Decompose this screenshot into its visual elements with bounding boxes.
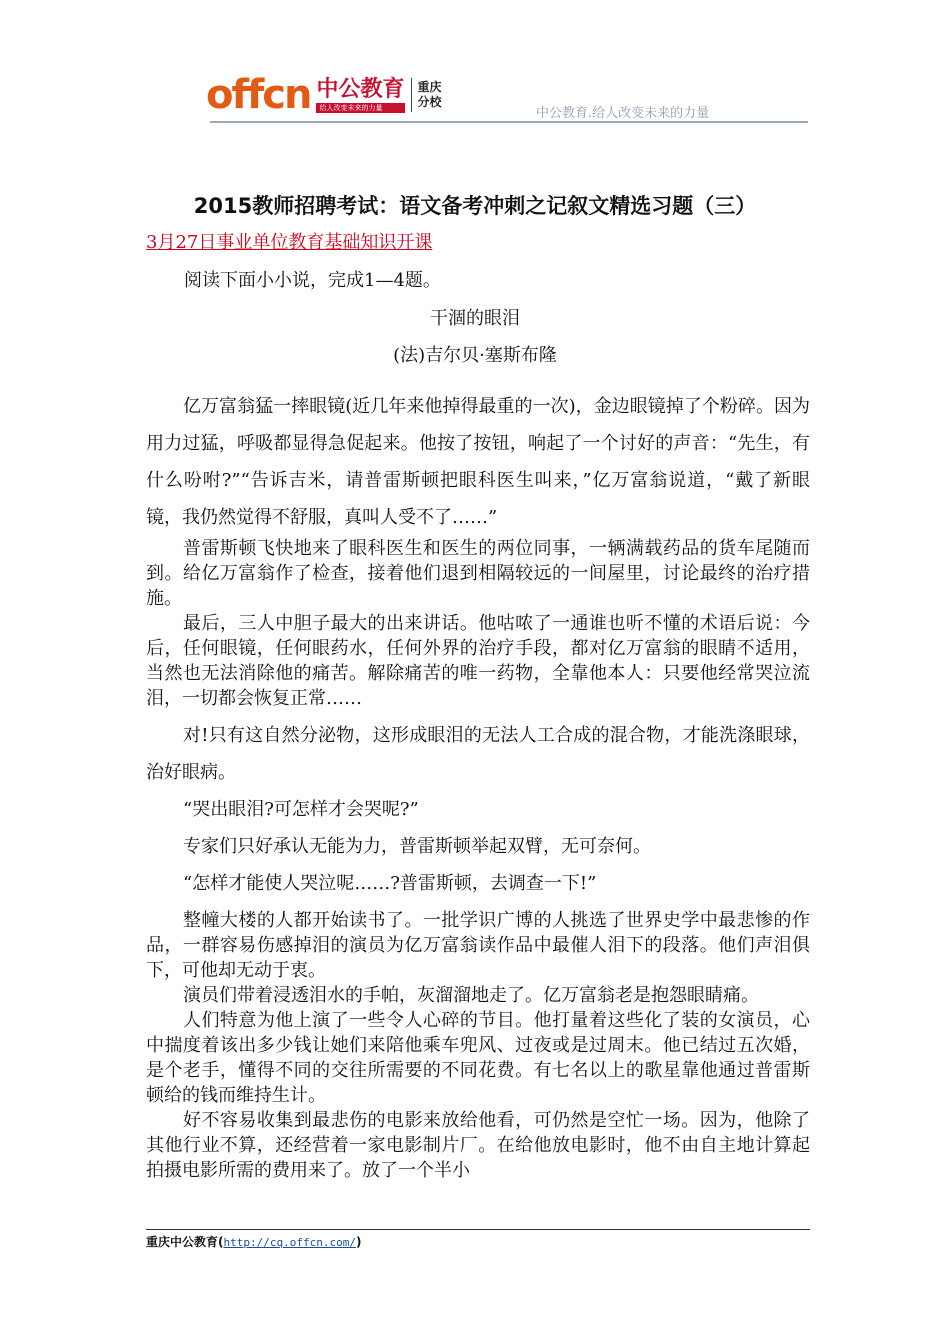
paragraph: 普雷斯顿飞快地来了眼科医生和医生的两位同事，一辆满载药品的货车尾随而到。给亿万富翁作了检查，接着他们退到相隔较远的一间屋里，讨论最终的治疗措施。: [146, 538, 810, 609]
paragraph: “怎样才能使人哭泣呢……?普雷斯顿，去调查一下!”: [183, 873, 597, 894]
logo-wordmark: offcn: [206, 72, 311, 118]
paragraph: 演员们带着浸透泪水的手帕，灰溜溜地走了。亿万富翁老是抱怨眼睛痛。: [183, 985, 759, 1006]
course-link[interactable]: 3月27日事业单位教育基础知识开课: [146, 232, 433, 253]
paragraph: 亿万富翁猛一摔眼镜(近几年来他掉得最重的一次)，金边眼镜掉了个粉碎。因为用力过猛，呼吸都显得急促起来。他按了按钮，响起了一个讨好的声音：“先生，有什么吩咐?”“告诉吉米，请普雷斯顿把眼科医生叫来，”亿万富翁说道，“戴了新眼镜，我仍然觉得不舒服，真叫人受不了……”: [146, 396, 810, 528]
paragraph: 专家们只好承认无能为力，普雷斯顿举起双臂，无可奈何。: [183, 836, 651, 857]
logo-tagline: 给人改变未来的力量: [316, 103, 404, 113]
paragraph: 整幢大楼的人都开始读书了。一批学识广博的人挑选了世界史学中最悲惨的作品，一群容易伤感掉泪的演员为亿万富翁读作品中最催人泪下的段落。他们声泪俱下，可他却无动于衷。: [146, 910, 810, 981]
footer-link[interactable]: http://cq.offcn.com/: [223, 1236, 356, 1249]
footer-label: 重庆中公教育(: [146, 1235, 224, 1249]
paragraph: “哭出眼泪?可怎样才会哭呢?”: [183, 799, 419, 820]
paragraph: 人们特意为他上演了一些令人心碎的节目。他打量着这些化了装的女演员，心中揣度着该出多少钱让她们来陪他乘车兜风、过夜或是过周末。他已结过五次婚，是个老手，懂得不同的交往所需要的不同花费。有七名以上的歌星靠他通过普雷斯顿给的钱而维持生计。: [146, 1010, 810, 1106]
page-header: [0, 0, 950, 130]
story-body: [146, 388, 810, 1183]
paragraph: 好不容易收集到最悲伤的电影来放给他看，可仍然是空忙一场。因为，他除了其他行业不算，还经营着一家电影制片厂。在给他放电影时，他不由自主地计算起拍摄电影所需的费用来了。放了一个半小: [146, 1110, 810, 1181]
paragraph: 最后，三人中胆子最大的出来讲话。他咕哝了一通谁也听不懂的术语后说：今后，任何眼镜，任何眼药水，任何外界的治疗手段，都对亿万富翁的眼睛不适用，当然也无法消除他的痛苦。解除痛苦的唯一药物，全靠他本人：只要他经常哭泣流泪，一切都会恢复正常……: [146, 613, 810, 709]
logo-branch: 重庆分校: [417, 80, 442, 109]
paragraph: 对!只有这自然分泌物，这形成眼泪的无法人工合成的混合物，才能洗涤眼球，治好眼病。: [146, 725, 810, 783]
footer-close: ): [355, 1235, 362, 1249]
story-title: 干涸的眼泪: [430, 308, 520, 329]
story-author: (法)吉尔贝·塞斯布隆: [393, 345, 557, 366]
logo-chinese-name: 中公教育: [316, 76, 405, 102]
header-slogan: 中公教育.给人改变未来的力量: [536, 106, 710, 121]
footer-divider: [146, 1229, 810, 1230]
offcn-logo[interactable]: [206, 72, 446, 118]
header-divider: [210, 121, 808, 123]
logo-divider: [411, 78, 412, 112]
document-title: 2015教师招聘考试：语文备考冲刺之记叙文精选习题（三）: [193, 194, 757, 218]
logo-chinese: [316, 78, 404, 113]
reading-instruction: 阅读下面小小说，完成1—4题。: [184, 270, 441, 291]
page-footer: [146, 1233, 361, 1250]
